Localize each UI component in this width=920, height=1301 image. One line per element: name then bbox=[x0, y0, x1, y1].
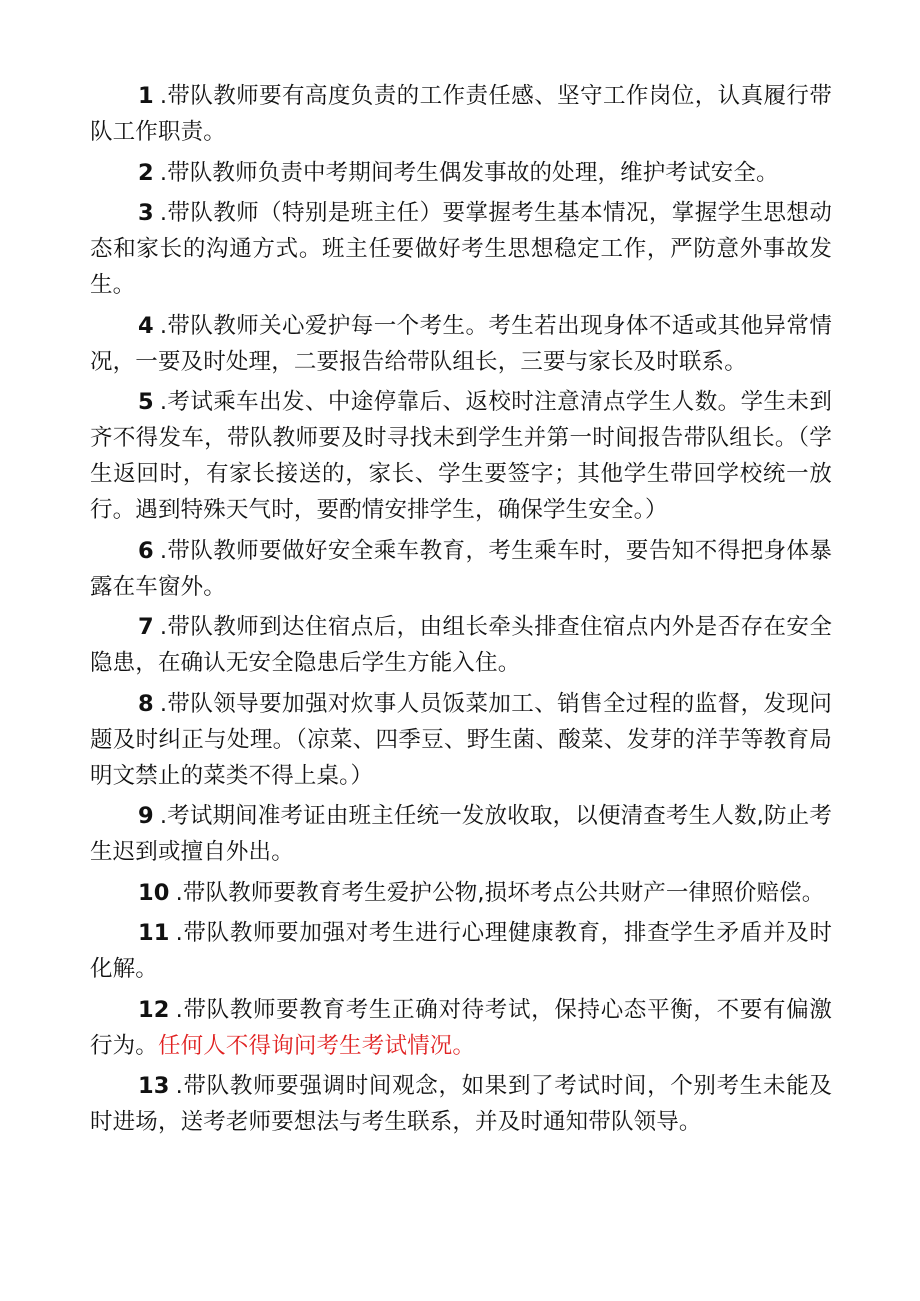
item-number: 13 bbox=[138, 1073, 170, 1099]
list-item-10 bbox=[90, 875, 832, 911]
item-number: 11 bbox=[138, 920, 170, 946]
list-item-2 bbox=[90, 155, 832, 191]
list-item-1 bbox=[90, 78, 832, 150]
item-text: .带队教师要教育考生爱护公物,损坏考点公共财产一律照价赔偿。 bbox=[175, 879, 825, 906]
list-item-9 bbox=[90, 798, 832, 870]
list-item-3 bbox=[90, 195, 832, 303]
item-text: .带队领导要加强对炊事人员饭菜加工、销售全过程的监督，发现问题及时纠正与处理。（凉菜、四季豆、野生菌、酸菜、发芽的洋芋等教育局明文禁止的菜类不得上桌。） bbox=[90, 690, 832, 789]
item-text: .带队教师要做好安全乘车教育，考生乘车时，要告知不得把身体暴露在车窗外。 bbox=[90, 537, 832, 600]
item-number: 12 bbox=[138, 996, 170, 1023]
item-text: .考试期间准考证由班主任统一发放收取，以便清查考生人数,防止考生迟到或擅自外出。 bbox=[90, 803, 832, 865]
item-number: 9 bbox=[138, 803, 154, 829]
item-text: .带队教师要教育考生正确对待考试，保持心态平衡，不要有偏激行为。 bbox=[90, 996, 832, 1059]
document-page bbox=[90, 78, 832, 1145]
item-number: 4 bbox=[138, 312, 154, 339]
item-number: 8 bbox=[138, 690, 154, 717]
item-text: .带队教师到达住宿点后，由组长牵头排查住宿点内外是否存在安全隐患，在确认无安全隐患后学生方能入住。 bbox=[90, 614, 832, 676]
item-number: 10 bbox=[138, 879, 170, 906]
item-number: 6 bbox=[138, 537, 154, 564]
list-item-11 bbox=[90, 915, 832, 987]
item-text: .带队教师要加强对考生进行心理健康教育，排查学生矛盾并及时化解。 bbox=[90, 920, 832, 982]
list-item-6 bbox=[90, 533, 832, 605]
item-text: .带队教师（特别是班主任）要掌握考生基本情况，掌握学生思想动态和家长的沟通方式。班主任要做好考生思想稳定工作，严防意外事故发生。 bbox=[90, 200, 832, 298]
list-item-8 bbox=[90, 686, 832, 794]
list-item-13 bbox=[90, 1068, 832, 1140]
list-item-5 bbox=[90, 384, 832, 528]
list-item-12 bbox=[90, 992, 832, 1064]
list-item-7 bbox=[90, 609, 832, 681]
item-text: .带队教师关心爱护每一个考生。考生若出现身体不适或其他异常情况，一要及时处理，二要报告给带队组长，三要与家长及时联系。 bbox=[90, 312, 832, 375]
item-number: 3 bbox=[138, 200, 154, 226]
item-number: 2 bbox=[138, 159, 154, 186]
item-text: .带队教师负责中考期间考生偶发事故的处理，维护考试安全。 bbox=[159, 159, 779, 186]
warning-text: 任何人不得询问考生考试情况。 bbox=[157, 1032, 476, 1059]
item-text: .带队教师要有高度负责的工作责任感、坚守工作岗位，认真履行带队工作职责。 bbox=[90, 83, 832, 145]
item-number: 1 bbox=[138, 83, 154, 109]
list-item-4 bbox=[90, 308, 832, 380]
item-text: .带队教师要强调时间观念，如果到了考试时间，个别考生未能及时进场，送考老师要想法与考生联系，并及时通知带队领导。 bbox=[90, 1073, 832, 1135]
item-text: .考试乘车出发、中途停靠后、返校时注意清点学生人数。学生未到齐不得发车，带队教师要及时寻找未到学生并第一时间报告带队组长。（学生返回时，有家长接送的，家长、学生要签字；其他学生带回学校统一放行。遇到特殊天气时，要酌情安排学生，确保学生安全。） bbox=[90, 389, 832, 523]
item-number: 7 bbox=[138, 614, 154, 640]
item-number: 5 bbox=[138, 389, 154, 415]
